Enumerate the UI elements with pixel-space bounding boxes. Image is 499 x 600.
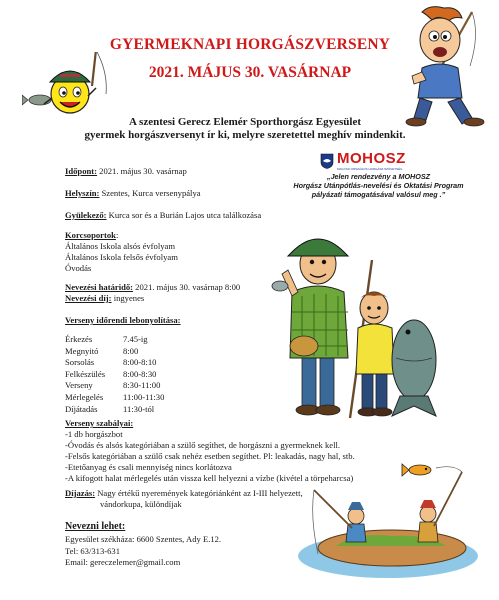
meeting-line [65,210,261,221]
schedule-item: Felkészülés [65,368,106,379]
father-son-fishermen-clipart [262,222,442,420]
date-line [65,166,187,177]
schedule-item: Megnyitó [65,345,99,356]
rules-title: Verseny szabályai: [65,418,134,428]
intro-line-1: A szentesi Gerecz Elemér Sporthorgász Egyesület [128,116,362,128]
rule-item: -Felsős kategóriában a szülő csak nehéz esetben segíthet. Pl: leakadás, nagy hal, stb. [65,451,355,461]
place-label: Helyszín: [65,188,100,198]
schedule-time: 11:00-11:30 [123,391,165,402]
mohosz-logo-tagline: MAGYAR ORSZÁGOS HORGÁSZ SZÖVETSÉG [337,167,403,171]
age-groups [65,230,178,274]
mohosz-note-line-1: „Jelen rendezvény a MOHOSZ [326,172,431,181]
meeting-label: Gyülekező: [65,210,107,220]
schedule-time: 8:00-8:30 [123,368,157,379]
mohosz-shield-icon [320,153,334,169]
schedule-row [65,392,164,404]
contact-phone: Tel: 63/313-631 [65,545,121,556]
prizes-line-1: Nagy értékű nyeremények kategóriánként az I-III helyezett, [95,488,303,498]
intro-text [60,116,430,142]
deadline-value: 2021. május 30. vasárnap 8:00 [133,282,241,292]
schedule-item: Díjátadás [65,403,98,414]
fishermen-on-island-clipart [296,458,492,584]
age-groups-label: Korcsoportok [65,230,116,240]
schedule-table [65,334,164,415]
schedule-row [65,346,164,358]
schedule-row [65,404,164,416]
place-line [65,188,201,199]
mohosz-logo-text: MOHOSZ [337,150,406,167]
prizes-section [65,488,303,510]
age-groups-colon: : [115,230,119,240]
rule-item: -Etetőanyag és csali mennyiség nincs korlátozva [65,462,232,472]
schedule-time: 7.45-ig [123,334,148,344]
contact-email: Email: gereczelemer@gmail.com [65,557,181,567]
schedule-row [65,357,164,369]
rule-item: -A kifogott halat mérlegelés után vissza kell helyezni a vízbe (kivétel a törpeharcsa) [65,473,354,483]
mohosz-note-line-3: pályázati támogatásával valósul meg .” [311,190,446,199]
intro-line-2: gyermek horgászversenyt ír ki, melyre szeretettel meghív mindenkit. [84,129,406,141]
schedule-row [65,334,164,346]
fee-line [65,293,144,304]
contact-title: Nevezni lehet: [65,521,126,532]
schedule-section [65,315,181,326]
schedule-item: Sorsolás [65,357,95,368]
mohosz-logo [320,150,406,171]
schedule-title: Verseny időrendi lebonyolítása: [65,315,181,325]
schedule-time: 11:30-tól [123,403,155,414]
age-group-item: Általános Iskola alsós évfolyam [65,241,176,251]
fee-value: ingyenes [111,293,145,303]
prizes-line-2: vándorkupa, különdíjak [100,499,182,509]
mohosz-support-note [276,172,481,199]
schedule-row [65,380,164,392]
schedule-time: 8:00 [123,345,139,356]
age-group-item: Óvodás [65,263,92,273]
date-label: Időpont: [65,166,97,176]
mohosz-note-line-2: Horgász Utánpótlás-nevelési és Oktatási Program [293,181,464,190]
meeting-value: Kurca sor és a Burián Lajos utca találkozása [106,210,262,220]
event-date-title: 2021. MÁJUS 30. VASÁRNAP [148,64,352,81]
event-title: GYERMEKNAPI HORGÁSZVERSENY [109,36,391,53]
schedule-time: 8:30-11:00 [123,380,161,391]
schedule-item: Mérlegelés [65,391,104,402]
deadline-line [65,282,240,293]
deadline-label: Nevezési határidő: [65,282,134,292]
rule-item: -Óvodás és alsós kategóriában a szülő segíthet, de horgászni a gyermeknek kell. [65,440,340,450]
schedule-item: Érkezés [65,334,93,344]
contact-section [65,520,221,569]
rule-item: -1 db horgászbot [65,429,123,439]
age-group-item: Általános Iskola felsős évfolyam [65,252,178,262]
date-value: 2021. május 30. vasárnap [97,166,187,176]
schedule-row [65,369,164,381]
fee-label: Nevezési díj: [65,293,112,303]
place-value: Szentes, Kurca versenypálya [99,188,201,198]
schedule-item: Verseny [65,380,93,391]
prizes-label: Díjazás: [65,488,96,498]
schedule-time: 8:00-8:10 [123,357,157,368]
contact-address: Egyesület székháza: 6600 Szentes, Ady E.12. [65,534,222,544]
